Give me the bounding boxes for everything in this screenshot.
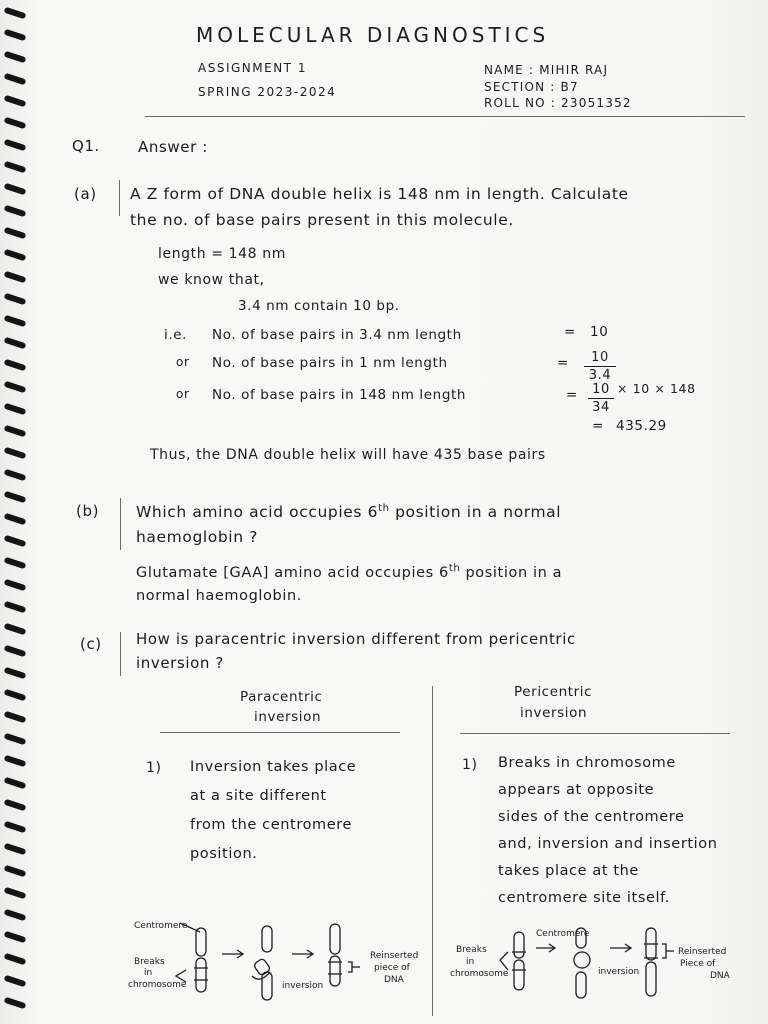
binding-ring — [4, 73, 27, 86]
binding-ring — [4, 315, 27, 328]
binding-ring — [4, 249, 27, 262]
known-fact: 3.4 nm contain 10 bp. — [238, 298, 400, 314]
part-b-margin-line — [120, 498, 121, 550]
point-line: from the centromere — [190, 817, 353, 833]
result-value: 435.29 — [616, 418, 667, 434]
part-a-question-line1: A Z form of DNA double helix is 148 nm in length. Calculate — [130, 185, 629, 203]
superscript: th — [448, 563, 461, 574]
binding-ring — [4, 535, 27, 548]
step2-numerator: 10 — [591, 350, 609, 365]
point-line: centromere site itself. — [498, 890, 670, 906]
part-b-label: (b) — [76, 502, 100, 520]
binding-ring — [4, 931, 27, 944]
reinserted-label: Reinserted — [678, 947, 727, 957]
part-a-question-line2: the no. of base pairs present in this molecule. — [130, 211, 514, 229]
step2-prefix: or — [176, 355, 190, 369]
binding-ring — [4, 513, 27, 526]
chromosome-arm — [576, 972, 586, 998]
step1-prefix: i.e. — [164, 327, 188, 343]
left-column-title: Paracentric — [240, 689, 323, 705]
header-divider — [145, 116, 745, 117]
bracket-mark — [348, 962, 352, 972]
binding-ring — [4, 447, 27, 460]
student-name: NAME : MIHIR RAJ — [484, 63, 609, 77]
binding-ring — [4, 95, 27, 108]
binding-ring — [4, 843, 27, 856]
binding-ring — [4, 689, 27, 702]
point-line: takes place at the — [498, 863, 639, 879]
fraction-bar — [584, 366, 616, 367]
step2-text: No. of base pairs in 1 nm length — [212, 355, 448, 371]
chromosome-arm — [262, 926, 272, 952]
breaks-label: in — [466, 957, 475, 967]
given-length: length = 148 nm — [158, 246, 286, 262]
binding-ring — [4, 557, 27, 570]
chromosome-arm — [262, 972, 272, 1000]
binding-ring — [4, 733, 27, 746]
binding-ring — [4, 7, 27, 20]
chromosome-arm — [330, 924, 340, 954]
part-b-question-start: Which amino acid occupies 6 — [136, 503, 379, 522]
binding-ring — [4, 799, 27, 812]
part-c-label: (c) — [80, 635, 102, 653]
binding-ring — [4, 161, 27, 174]
step1-text: No. of base pairs in 3.4 nm length — [212, 327, 462, 343]
binding-ring — [4, 469, 27, 482]
binding-ring — [4, 227, 27, 240]
binding-ring — [4, 601, 27, 614]
superscript: th — [378, 503, 390, 514]
part-a-conclusion: Thus, the DNA double helix will have 435 base pairs — [150, 447, 546, 463]
reinserted-label: DNA — [384, 975, 404, 985]
right-column-title: Pericentric — [514, 684, 593, 700]
we-know-that: we know that, — [158, 272, 265, 288]
chromosome-arm — [330, 956, 340, 986]
binding-ring — [4, 337, 27, 350]
chromosome-arm — [196, 928, 206, 956]
binding-ring — [4, 711, 27, 724]
binding-ring — [4, 645, 27, 658]
answer-label: Answer : — [138, 138, 208, 156]
binding-ring — [4, 271, 27, 284]
binding-ring — [4, 865, 27, 878]
student-roll: ROLL NO : 23051352 — [484, 96, 632, 110]
chromosome-arm — [514, 960, 524, 990]
centromere-label: Centromere — [134, 921, 188, 931]
rotation-arrow — [252, 972, 270, 979]
reinserted-label: Piece of — [680, 959, 716, 969]
step2-equals: = — [557, 355, 569, 371]
part-b-question-end: position in a normal — [395, 503, 562, 522]
binding-ring — [4, 755, 27, 768]
binding-ring — [4, 117, 27, 130]
term-label: SPRING 2023-2024 — [198, 85, 337, 99]
binding-ring — [4, 887, 27, 900]
step2-denominator: 3.4 — [588, 368, 612, 383]
point-line: Breaks in chromosome — [498, 755, 676, 771]
binding-ring — [4, 293, 27, 306]
point-line: position. — [190, 846, 258, 862]
binding-ring — [4, 183, 27, 196]
step2-fraction — [584, 350, 616, 383]
centromere-label: Centromere — [536, 929, 590, 939]
point-line: sides of the centromere — [498, 809, 685, 825]
inverted-segment — [574, 952, 590, 968]
part-c-question-line1: How is paracentric inversion different from pericentric — [136, 630, 576, 648]
step1-equals: = — [564, 324, 576, 340]
breaks-label: chromosome — [128, 980, 187, 990]
point-line: at a site different — [190, 788, 327, 804]
binding-ring — [4, 491, 27, 504]
step3-numerator: 10 — [592, 382, 610, 397]
part-b-answer-line1 — [136, 563, 562, 582]
binding-ring — [4, 139, 27, 152]
bracket-mark — [662, 944, 666, 958]
breaks-label: chromosome — [450, 969, 509, 979]
breaks-label: Breaks — [134, 957, 165, 967]
point-line: and, inversion and insertion — [498, 836, 718, 852]
reinserted-label: DNA — [710, 971, 730, 981]
step3-equals: = — [566, 387, 578, 403]
binding-ring — [4, 381, 27, 394]
binding-ring — [4, 821, 27, 834]
binding-ring — [4, 579, 27, 592]
step3-text: No. of base pairs in 148 nm length — [212, 387, 467, 403]
question-number: Q1. — [72, 137, 100, 155]
inversion-label: inversion — [598, 967, 640, 977]
pericentric-diagram — [448, 918, 748, 1008]
binding-ring — [4, 975, 27, 988]
fraction-bar — [588, 398, 614, 399]
chromosome-arm — [514, 932, 524, 958]
binding-ring — [4, 777, 27, 790]
binding-ring — [4, 667, 27, 680]
point-line: appears at opposite — [498, 782, 655, 798]
step1-value: 10 — [590, 324, 609, 340]
page-title: MOLECULAR DIAGNOSTICS — [196, 23, 550, 47]
breaks-label: Breaks — [456, 945, 487, 955]
binding-ring — [4, 623, 27, 636]
left-column-underline — [160, 732, 400, 733]
binding-ring — [4, 51, 27, 64]
part-b-question-line1 — [136, 503, 561, 521]
result-equals: = — [592, 418, 604, 434]
student-section: SECTION : B7 — [484, 80, 579, 94]
spiral-binding — [0, 0, 34, 1024]
part-b-answer-start: Glutamate [GAA] amino acid occupies 6 — [136, 564, 449, 581]
chromosome-arm — [646, 962, 656, 996]
binding-ring — [4, 29, 27, 42]
step3-denominator: 34 — [592, 400, 610, 415]
assignment-label: ASSIGNMENT 1 — [198, 61, 307, 75]
part-b-question-line2: haemoglobin ? — [136, 528, 258, 546]
right-point-number: 1) — [462, 757, 478, 773]
part-c-margin-line — [120, 632, 121, 676]
point-line: Inversion takes place — [190, 759, 357, 775]
bracket-mark — [500, 952, 508, 970]
right-column-title-2: inversion — [520, 705, 588, 721]
breaks-label: in — [144, 968, 153, 978]
part-b-answer-line2: normal haemoglobin. — [136, 588, 302, 604]
left-point-number: 1) — [146, 760, 162, 776]
reinserted-label: piece of — [374, 963, 410, 973]
part-a-margin-line — [119, 180, 120, 216]
left-column-title-2: inversion — [254, 709, 322, 725]
reinserted-label: Reinserted — [370, 951, 419, 961]
binding-ring — [4, 403, 27, 416]
step3-multiplier: × 10 × 148 — [617, 381, 696, 396]
binding-ring — [4, 425, 27, 438]
binding-ring — [4, 953, 27, 966]
step3-fraction — [588, 382, 614, 415]
binding-ring — [4, 997, 27, 1010]
binding-ring — [4, 205, 27, 218]
binding-ring — [4, 909, 27, 922]
paracentric-diagram — [124, 910, 434, 1010]
chromosome-arm — [196, 958, 206, 992]
part-b-answer-end: position in a — [465, 564, 563, 581]
right-column-underline — [460, 733, 730, 734]
step3-prefix: or — [176, 387, 190, 401]
part-c-question-line2: inversion ? — [136, 654, 224, 672]
binding-ring — [4, 359, 27, 372]
part-a-label: (a) — [74, 185, 97, 203]
inversion-label: inversion — [282, 981, 324, 991]
